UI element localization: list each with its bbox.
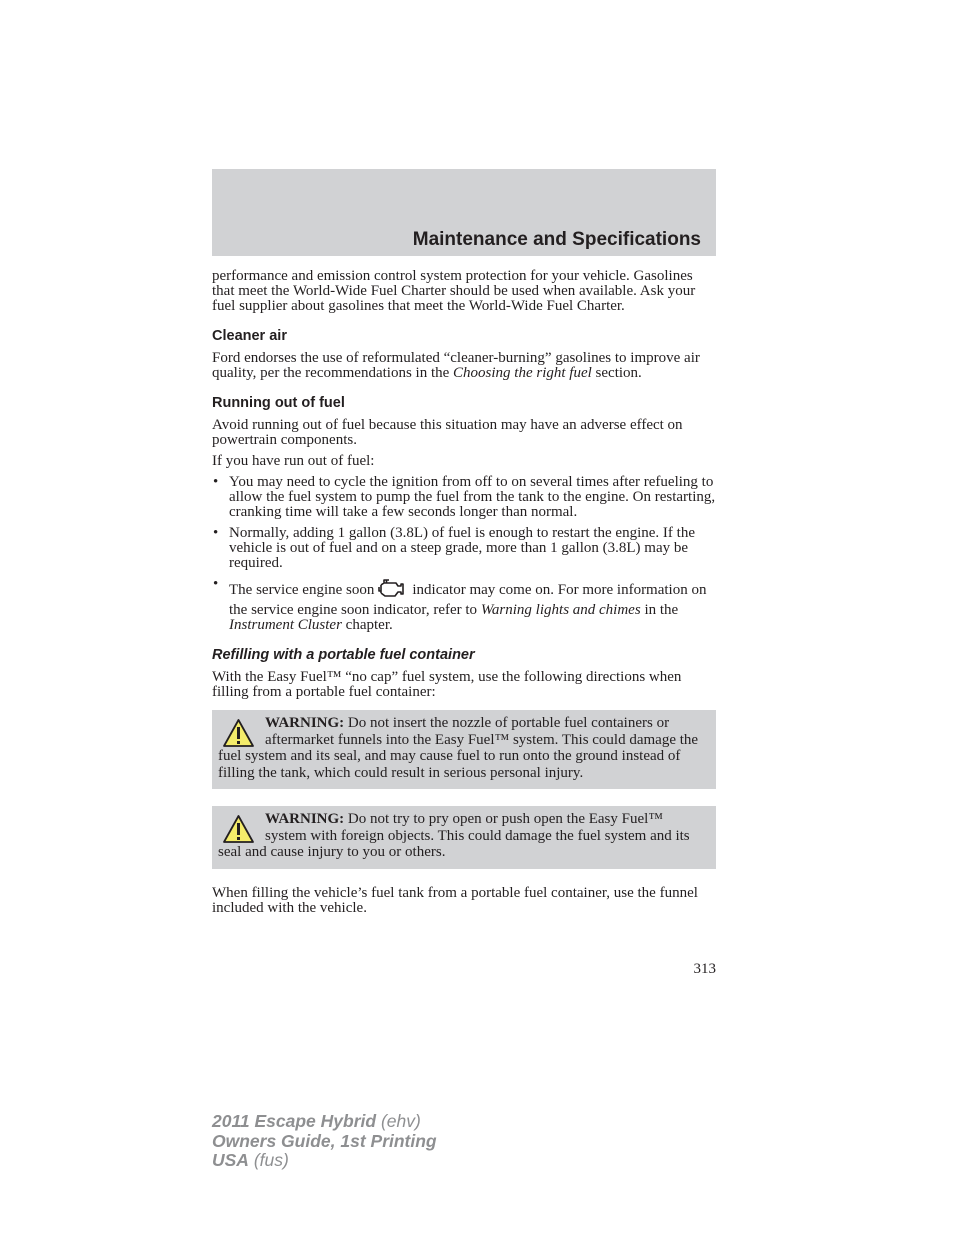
running-out-paragraph: Avoid running out of fuel because this situation may have an adverse effect on powertrain components. bbox=[212, 417, 683, 448]
cleaner-air-paragraph: Ford endorses the use of reformulated “cleaner-burning” gasolines to improve air quality, per the recommendations in the Choosing the right fuel section. bbox=[212, 350, 700, 381]
section-header bbox=[212, 169, 716, 256]
running-out-heading: Running out of fuel bbox=[212, 395, 345, 411]
list-item: • The service engine soon indicator may come on. For more information on the service engine soon indicator, refer to Warning lights and chimes in the Instrument Cluster chapter. bbox=[213, 576, 707, 633]
refilling-paragraph: With the Easy Fuel™ “no cap” fuel system, use the following directions when filling from a portable fuel container: bbox=[212, 669, 682, 700]
warning-label: WARNING: bbox=[265, 715, 345, 731]
warning-triangle-icon bbox=[222, 718, 255, 748]
footer bbox=[212, 1112, 437, 1171]
run-out-intro: If you have run out of fuel: bbox=[212, 453, 375, 469]
page-content bbox=[212, 269, 716, 922]
warning-box: WARNING: Do not try to pry open or push open the Easy Fuel™ system with foreign objects. This could damage the fuel system and its seal and cause injury to you or others. bbox=[212, 806, 716, 869]
intro-paragraph: performance and emission control system protection for your vehicle. Gasolines that meet the World-Wide Fuel Charter should be used when available. Ask your fuel supplier about gasolines that meet the World-Wide Fuel Charter. bbox=[212, 268, 696, 314]
warning-box: WARNING: Do not insert the nozzle of portable fuel containers or aftermarket funnels into the Easy Fuel™ system. This could damage the fuel system and its seal, and may cause fuel to run onto the ground instead of filling the tank, which could result in serious personal injury. bbox=[212, 710, 716, 789]
warning-triangle-icon bbox=[222, 814, 255, 844]
bullet: • bbox=[213, 525, 219, 541]
section-title: Maintenance and Specifications bbox=[412, 229, 701, 250]
run-out-list bbox=[212, 475, 716, 633]
service-engine-soon-icon bbox=[376, 577, 406, 603]
cross-reference: Choosing the right fuel bbox=[453, 365, 592, 381]
bullet: • bbox=[213, 474, 219, 490]
cleaner-air-heading: Cleaner air bbox=[212, 328, 287, 344]
list-item: • You may need to cycle the ignition from off to on several times after refueling to allow the fuel system to pump the fuel from the tank to the engine. On restarting, cranking time will take a few seconds longer than normal. bbox=[213, 474, 716, 520]
warning-label: WARNING: bbox=[265, 811, 345, 827]
list-item: • Normally, adding 1 gallon (3.8L) of fuel is enough to restart the engine. If the vehicle is out of fuel and on a steep grade, more than 1 gallon (3.8L) may be required. bbox=[213, 525, 695, 571]
page-number: 313 bbox=[693, 961, 716, 977]
footer-line: Owners Guide, 1st Printing bbox=[212, 1130, 437, 1151]
funnel-paragraph: When filling the vehicle’s fuel tank from a portable fuel container, use the funnel included with the vehicle. bbox=[212, 884, 698, 916]
refilling-heading: Refilling with a portable fuel container bbox=[212, 647, 475, 663]
bullet: • bbox=[213, 576, 219, 592]
footer-line: 2011 Escape Hybrid (ehv) bbox=[212, 1111, 421, 1131]
footer-line: USA (fus) bbox=[212, 1150, 289, 1170]
